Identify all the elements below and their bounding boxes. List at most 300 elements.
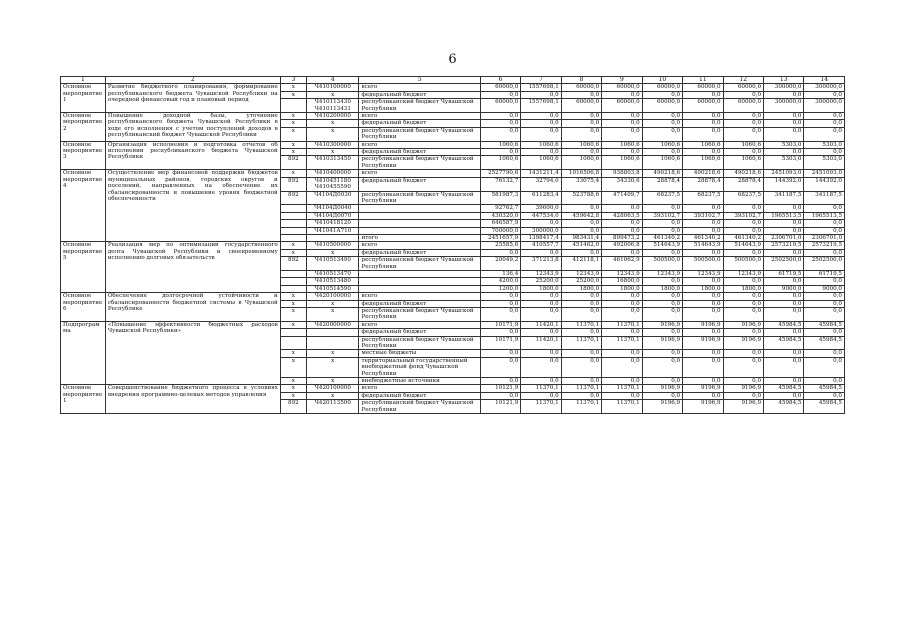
- value-cell: 0,0: [804, 300, 845, 307]
- source-cell: всего: [359, 293, 480, 300]
- value-cell: 0,0: [561, 392, 601, 399]
- source-cell: [359, 227, 480, 234]
- value-cell: 11370,1: [561, 400, 601, 414]
- value-cell: 1060,6: [723, 156, 763, 170]
- value-cell: 1800,0: [602, 285, 642, 292]
- value-cell: 300000,0: [764, 99, 804, 113]
- value-cell: 0,0: [723, 149, 763, 156]
- value-cell: 492006,8: [602, 242, 642, 249]
- value-cell: 60000,0: [642, 99, 682, 113]
- value-cell: 60000,0: [561, 84, 601, 91]
- table-row: [61, 321, 845, 328]
- source-cell: [359, 278, 480, 285]
- value-cell: 0,0: [480, 392, 520, 399]
- value-cell: 0,0: [642, 293, 682, 300]
- value-cell: [307, 329, 359, 336]
- value-cell: Ч420100000: [307, 293, 359, 300]
- value-cell: 0,0: [683, 113, 723, 120]
- value-cell: 20049,2: [480, 257, 520, 271]
- value-cell: [280, 212, 306, 219]
- value-cell: 0,0: [642, 300, 682, 307]
- activity-cell: Основное мероприятие 2: [61, 113, 106, 142]
- source-cell: [359, 220, 480, 227]
- value-cell: х: [280, 141, 306, 148]
- value-cell: 1557698,1: [521, 99, 561, 113]
- value-cell: 1060,6: [561, 156, 601, 170]
- source-cell: федеральный бюджет: [359, 177, 480, 191]
- source-cell: республиканский бюджет Чувашской Республики: [359, 336, 480, 350]
- value-cell: 451462,0: [561, 242, 601, 249]
- value-cell: 0,0: [804, 127, 845, 141]
- source-cell: республиканский бюджет Чувашской Республики: [359, 127, 480, 141]
- source-cell: республиканский бюджет Чувашской Республики: [359, 156, 480, 170]
- value-cell: 0,0: [480, 300, 520, 307]
- value-cell: 11420,1: [521, 321, 561, 328]
- value-cell: 5303,0: [804, 141, 845, 148]
- source-cell: территориальный государственный внебюджетный фонд Чувашской Республики: [359, 357, 480, 377]
- source-cell: федеральный бюджет: [359, 149, 480, 156]
- header-cell: 10: [642, 77, 682, 84]
- value-cell: 0,0: [521, 293, 561, 300]
- value-cell: 0,0: [683, 227, 723, 234]
- value-cell: 0,0: [683, 249, 723, 256]
- value-cell: 0,0: [480, 308, 520, 322]
- description-cell: Организация исполнения и подготовка отчетов об исполнении республиканского бюджета Чувашской Республики: [105, 141, 280, 170]
- value-cell: [307, 336, 359, 350]
- value-cell: 144392,0: [804, 177, 845, 191]
- value-cell: 39600,0: [521, 205, 561, 212]
- value-cell: 60000,0: [480, 99, 520, 113]
- value-cell: 1060,6: [642, 156, 682, 170]
- value-cell: 0,0: [764, 278, 804, 285]
- value-cell: х: [280, 170, 306, 177]
- value-cell: 0,0: [602, 300, 642, 307]
- value-cell: 0,0: [602, 220, 642, 227]
- value-cell: [280, 270, 306, 277]
- value-cell: 0,0: [642, 220, 682, 227]
- value-cell: 0,0: [642, 149, 682, 156]
- value-cell: Ч410513490: [307, 257, 359, 271]
- value-cell: 1965513,5: [764, 212, 804, 219]
- value-cell: 0,0: [723, 300, 763, 307]
- value-cell: Ч420100000: [307, 385, 359, 392]
- value-cell: 0,0: [642, 249, 682, 256]
- value-cell: 0,0: [764, 120, 804, 127]
- table-row: [61, 84, 845, 91]
- value-cell: 0,0: [480, 293, 520, 300]
- value-cell: 0,0: [602, 378, 642, 385]
- value-cell: 9196,9: [642, 385, 682, 392]
- value-cell: 1060,6: [602, 141, 642, 148]
- value-cell: 11370,1: [602, 385, 642, 392]
- value-cell: х: [280, 149, 306, 156]
- value-cell: 0,0: [642, 329, 682, 336]
- value-cell: 0,0: [480, 113, 520, 120]
- value-cell: 490218,6: [723, 170, 763, 177]
- value-cell: 92762,7: [480, 205, 520, 212]
- value-cell: 45984,5: [764, 336, 804, 350]
- value-cell: х: [280, 350, 306, 357]
- source-cell: федеральный бюджет: [359, 120, 480, 127]
- value-cell: 0,0: [683, 91, 723, 98]
- value-cell: 1060,6: [480, 141, 520, 148]
- value-cell: 0,0: [521, 329, 561, 336]
- value-cell: [280, 329, 306, 336]
- value-cell: 144392,0: [764, 177, 804, 191]
- source-cell: [359, 270, 480, 277]
- value-cell: 5303,0: [764, 156, 804, 170]
- source-cell: республиканский бюджет Чувашской Республики: [359, 99, 480, 113]
- source-cell: всего: [359, 84, 480, 91]
- header-cell: 11: [683, 77, 723, 84]
- value-cell: 11370,1: [602, 336, 642, 350]
- description-cell: «Повышение эффективности бюджетных расходов Чувашской Республики»: [105, 321, 280, 385]
- value-cell: 0,0: [602, 113, 642, 120]
- description-cell: Реализация мер по оптимизации государственного долга Чувашской Республики и своевременному исполнению долговых обязательств: [105, 242, 280, 293]
- value-cell: 500500,0: [723, 257, 763, 271]
- value-cell: 0,0: [723, 378, 763, 385]
- value-cell: 2306701,0: [804, 234, 845, 241]
- value-cell: 0,0: [723, 350, 763, 357]
- value-cell: 0,0: [764, 149, 804, 156]
- value-cell: 16800,0: [602, 278, 642, 285]
- value-cell: 0,0: [683, 329, 723, 336]
- value-cell: Ч410500000: [307, 242, 359, 249]
- value-cell: 1060,6: [683, 141, 723, 148]
- value-cell: 2451657,9: [480, 234, 520, 241]
- table-row: [61, 293, 845, 300]
- value-cell: х: [280, 120, 306, 127]
- value-cell: 0,0: [683, 120, 723, 127]
- value-cell: 0,0: [480, 329, 520, 336]
- value-cell: [280, 278, 306, 285]
- value-cell: 45984,5: [764, 321, 804, 328]
- value-cell: 0,0: [480, 378, 520, 385]
- value-cell: 0,0: [642, 113, 682, 120]
- value-cell: 33075,4: [561, 177, 601, 191]
- value-cell: 12343,9: [683, 270, 723, 277]
- value-cell: 0,0: [480, 127, 520, 141]
- source-cell: [359, 212, 480, 219]
- value-cell: 9196,9: [642, 321, 682, 328]
- header-cell: 13: [764, 77, 804, 84]
- value-cell: х: [307, 120, 359, 127]
- value-cell: [280, 205, 306, 212]
- value-cell: 0,0: [804, 378, 845, 385]
- value-cell: 25585,6: [480, 242, 520, 249]
- value-cell: 2573219,5: [764, 242, 804, 249]
- value-cell: 300000,0: [521, 227, 561, 234]
- value-cell: 0,0: [723, 205, 763, 212]
- value-cell: Ч410113430 Ч410113431: [307, 99, 359, 113]
- value-cell: 514643,9: [642, 242, 682, 249]
- value-cell: 1060,6: [480, 156, 520, 170]
- value-cell: 9196,9: [642, 400, 682, 414]
- activity-cell: Основное мероприятие 6: [61, 293, 106, 322]
- value-cell: 60000,0: [602, 84, 642, 91]
- value-cell: Ч410300000: [307, 141, 359, 148]
- value-cell: 11370,1: [521, 400, 561, 414]
- description-cell: Совершенствование бюджетного процесса в условиях внедрения программно-целевых методов управления: [105, 385, 280, 414]
- value-cell: 9196,9: [723, 336, 763, 350]
- value-cell: 0,0: [804, 149, 845, 156]
- activity-cell: Основное мероприятие 5: [61, 242, 106, 293]
- value-cell: 68237,5: [683, 191, 723, 205]
- value-cell: х: [280, 242, 306, 249]
- value-cell: 5303,0: [804, 156, 845, 170]
- value-cell: 11370,1: [561, 321, 601, 328]
- value-cell: 11370,1: [561, 336, 601, 350]
- value-cell: 0,0: [683, 127, 723, 141]
- value-cell: 0,0: [683, 293, 723, 300]
- value-cell: 32794,0: [521, 177, 561, 191]
- value-cell: 371213,8: [521, 257, 561, 271]
- source-cell: федеральный бюджет: [359, 329, 480, 336]
- value-cell: 0,0: [561, 220, 601, 227]
- header-cell: 2: [105, 77, 280, 84]
- value-cell: Ч410313450: [307, 156, 359, 170]
- value-cell: 0,0: [642, 227, 682, 234]
- value-cell: 0,0: [723, 329, 763, 336]
- value-cell: 10121,9: [480, 385, 520, 392]
- value-cell: Ч410514590: [307, 285, 359, 292]
- value-cell: 0,0: [804, 392, 845, 399]
- value-cell: 0,0: [521, 378, 561, 385]
- value-cell: 1398417,4: [521, 234, 561, 241]
- value-cell: 9196,9: [723, 385, 763, 392]
- value-cell: 0,0: [804, 249, 845, 256]
- value-cell: 1965513,5: [804, 212, 845, 219]
- source-cell: [359, 205, 480, 212]
- value-cell: 461340,2: [683, 234, 723, 241]
- value-cell: х: [307, 308, 359, 322]
- value-cell: [280, 99, 306, 113]
- budget-table: [60, 76, 845, 414]
- value-cell: 0,0: [521, 249, 561, 256]
- value-cell: х: [307, 149, 359, 156]
- value-cell: 0,0: [561, 249, 601, 256]
- value-cell: 300000,0: [764, 84, 804, 91]
- value-cell: 2306701,0: [764, 234, 804, 241]
- header-cell: 14: [804, 77, 845, 84]
- header-cell: 5: [359, 77, 480, 84]
- value-cell: 490218,6: [683, 170, 723, 177]
- value-cell: 1060,6: [521, 156, 561, 170]
- value-cell: 892: [280, 156, 306, 170]
- source-cell: республиканский бюджет Чувашской Республики: [359, 257, 480, 271]
- value-cell: 0,0: [602, 120, 642, 127]
- value-cell: 1060,6: [723, 141, 763, 148]
- value-cell: 0,0: [521, 308, 561, 322]
- value-cell: Ч4104Д0070: [307, 212, 359, 219]
- value-cell: 2502500,0: [804, 257, 845, 271]
- value-cell: х: [280, 308, 306, 322]
- description-cell: Повышение доходной базы, уточнение республиканского бюджета Чувашской Республики в ходе его исполнения с учетом поступлений доходов в республиканский бюджет Чувашской Республики: [105, 113, 280, 142]
- value-cell: 0,0: [561, 149, 601, 156]
- header-cell: 12: [723, 77, 763, 84]
- value-cell: 11370,1: [561, 385, 601, 392]
- value-cell: 410557,7: [521, 242, 561, 249]
- value-cell: 11370,1: [521, 385, 561, 392]
- value-cell: 0,0: [683, 350, 723, 357]
- value-cell: Ч410200000: [307, 113, 359, 120]
- value-cell: 0,0: [804, 205, 845, 212]
- value-cell: 1800,0: [561, 285, 601, 292]
- value-cell: 0,0: [602, 308, 642, 322]
- value-cell: 459642,8: [561, 212, 601, 219]
- source-cell: республиканский бюджет Чувашской Республики: [359, 308, 480, 322]
- value-cell: 0,0: [764, 392, 804, 399]
- value-cell: 0,0: [602, 127, 642, 141]
- value-cell: 0,0: [764, 113, 804, 120]
- value-cell: 646587,9: [480, 220, 520, 227]
- value-cell: 461340,2: [723, 234, 763, 241]
- value-cell: 68237,5: [723, 191, 763, 205]
- value-cell: 0,0: [642, 205, 682, 212]
- source-cell: федеральный бюджет: [359, 91, 480, 98]
- value-cell: 9196,9: [683, 336, 723, 350]
- value-cell: 0,0: [602, 329, 642, 336]
- value-cell: х: [307, 378, 359, 385]
- value-cell: 9000,0: [764, 285, 804, 292]
- value-cell: 0,0: [480, 350, 520, 357]
- value-cell: 12343,9: [723, 270, 763, 277]
- value-cell: 1800,0: [723, 285, 763, 292]
- value-cell: 447534,0: [521, 212, 561, 219]
- value-cell: 892: [280, 400, 306, 414]
- value-cell: 12343,9: [642, 270, 682, 277]
- value-cell: 611283,4: [521, 191, 561, 205]
- value-cell: 0,0: [561, 91, 601, 98]
- table-row: [61, 385, 845, 392]
- value-cell: 0,0: [804, 293, 845, 300]
- value-cell: 0,0: [723, 357, 763, 377]
- value-cell: [280, 285, 306, 292]
- value-cell: 0,0: [642, 308, 682, 322]
- value-cell: 0,0: [683, 220, 723, 227]
- value-cell: 60000,0: [723, 84, 763, 91]
- value-cell: 60000,0: [642, 84, 682, 91]
- value-cell: 12343,9: [561, 270, 601, 277]
- value-cell: 0,0: [480, 357, 520, 377]
- header-cell: 8: [561, 77, 601, 84]
- value-cell: [280, 227, 306, 234]
- value-cell: 461340,2: [642, 234, 682, 241]
- value-cell: 0,0: [521, 127, 561, 141]
- source-cell: республиканский бюджет Чувашской Республики: [359, 400, 480, 414]
- value-cell: 9196,9: [642, 336, 682, 350]
- value-cell: 514643,9: [723, 242, 763, 249]
- value-cell: 0,0: [804, 350, 845, 357]
- source-cell: федеральный бюджет: [359, 300, 480, 307]
- value-cell: 0,0: [723, 308, 763, 322]
- value-cell: 393102,7: [723, 212, 763, 219]
- source-cell: всего: [359, 141, 480, 148]
- value-cell: 1431211,4: [521, 170, 561, 177]
- value-cell: 11370,1: [602, 400, 642, 414]
- value-cell: 0,0: [642, 357, 682, 377]
- value-cell: 34330,6: [602, 177, 642, 191]
- value-cell: 0,0: [561, 308, 601, 322]
- header-cell: 4: [307, 77, 359, 84]
- value-cell: 0,0: [764, 300, 804, 307]
- activity-cell: Подпрограмма: [61, 321, 106, 385]
- header-cell: 7: [521, 77, 561, 84]
- value-cell: х: [307, 350, 359, 357]
- value-cell: [280, 234, 306, 241]
- value-cell: 0,0: [642, 120, 682, 127]
- value-cell: 0,0: [723, 220, 763, 227]
- value-cell: 2573219,5: [804, 242, 845, 249]
- value-cell: 0,0: [521, 300, 561, 307]
- value-cell: 0,0: [602, 249, 642, 256]
- value-cell: 300000,0: [804, 84, 845, 91]
- value-cell: 0,0: [521, 91, 561, 98]
- value-cell: 1060,6: [642, 141, 682, 148]
- value-cell: 0,0: [723, 113, 763, 120]
- value-cell: 0,0: [521, 120, 561, 127]
- value-cell: 0,0: [804, 278, 845, 285]
- value-cell: 0,0: [602, 149, 642, 156]
- value-cell: 2451093,0: [764, 170, 804, 177]
- value-cell: х: [280, 321, 306, 328]
- value-cell: 45984,5: [764, 400, 804, 414]
- value-cell: 60000,0: [602, 99, 642, 113]
- value-cell: 0,0: [804, 227, 845, 234]
- value-cell: 11420,1: [521, 336, 561, 350]
- value-cell: 500500,0: [683, 257, 723, 271]
- description-cell: Развитие бюджетного планирования, формирование республиканского бюджета Чувашской Республики на очередной финансовый год и плановый период: [105, 84, 280, 113]
- value-cell: 0,0: [683, 392, 723, 399]
- value-cell: 0,0: [723, 293, 763, 300]
- value-cell: 60000,0: [723, 99, 763, 113]
- value-cell: 0,0: [642, 91, 682, 98]
- value-cell: 0,0: [561, 113, 601, 120]
- value-cell: 12343,9: [602, 270, 642, 277]
- value-cell: 9196,9: [683, 400, 723, 414]
- value-cell: 0,0: [642, 392, 682, 399]
- value-cell: 0,0: [602, 91, 642, 98]
- table-row: [61, 141, 845, 148]
- value-cell: 0,0: [764, 308, 804, 322]
- value-cell: 300000,0: [804, 99, 845, 113]
- value-cell: 45984,5: [804, 385, 845, 392]
- value-cell: 0,0: [723, 91, 763, 98]
- value-cell: [280, 220, 306, 227]
- value-cell: Ч420000000: [307, 321, 359, 328]
- value-cell: 341187,5: [764, 191, 804, 205]
- source-cell: местные бюджеты: [359, 350, 480, 357]
- value-cell: Ч4104Д0040: [307, 205, 359, 212]
- value-cell: 0,0: [804, 329, 845, 336]
- source-cell: республиканский бюджет Чувашской Республики: [359, 191, 480, 205]
- value-cell: 0,0: [764, 220, 804, 227]
- activity-cell: Основное мероприятие 3: [61, 141, 106, 170]
- source-cell: итого: [359, 234, 480, 241]
- value-cell: х: [280, 249, 306, 256]
- value-cell: 581987,3: [480, 191, 520, 205]
- value-cell: 0,0: [683, 378, 723, 385]
- source-cell: всего: [359, 385, 480, 392]
- value-cell: 514643,9: [683, 242, 723, 249]
- value-cell: 0,0: [521, 149, 561, 156]
- value-cell: Ч410400000: [307, 170, 359, 177]
- value-cell: [280, 336, 306, 350]
- value-cell: 60000,0: [561, 99, 601, 113]
- header-cell: 6: [480, 77, 520, 84]
- value-cell: 45984,5: [804, 400, 845, 414]
- value-cell: 0,0: [602, 293, 642, 300]
